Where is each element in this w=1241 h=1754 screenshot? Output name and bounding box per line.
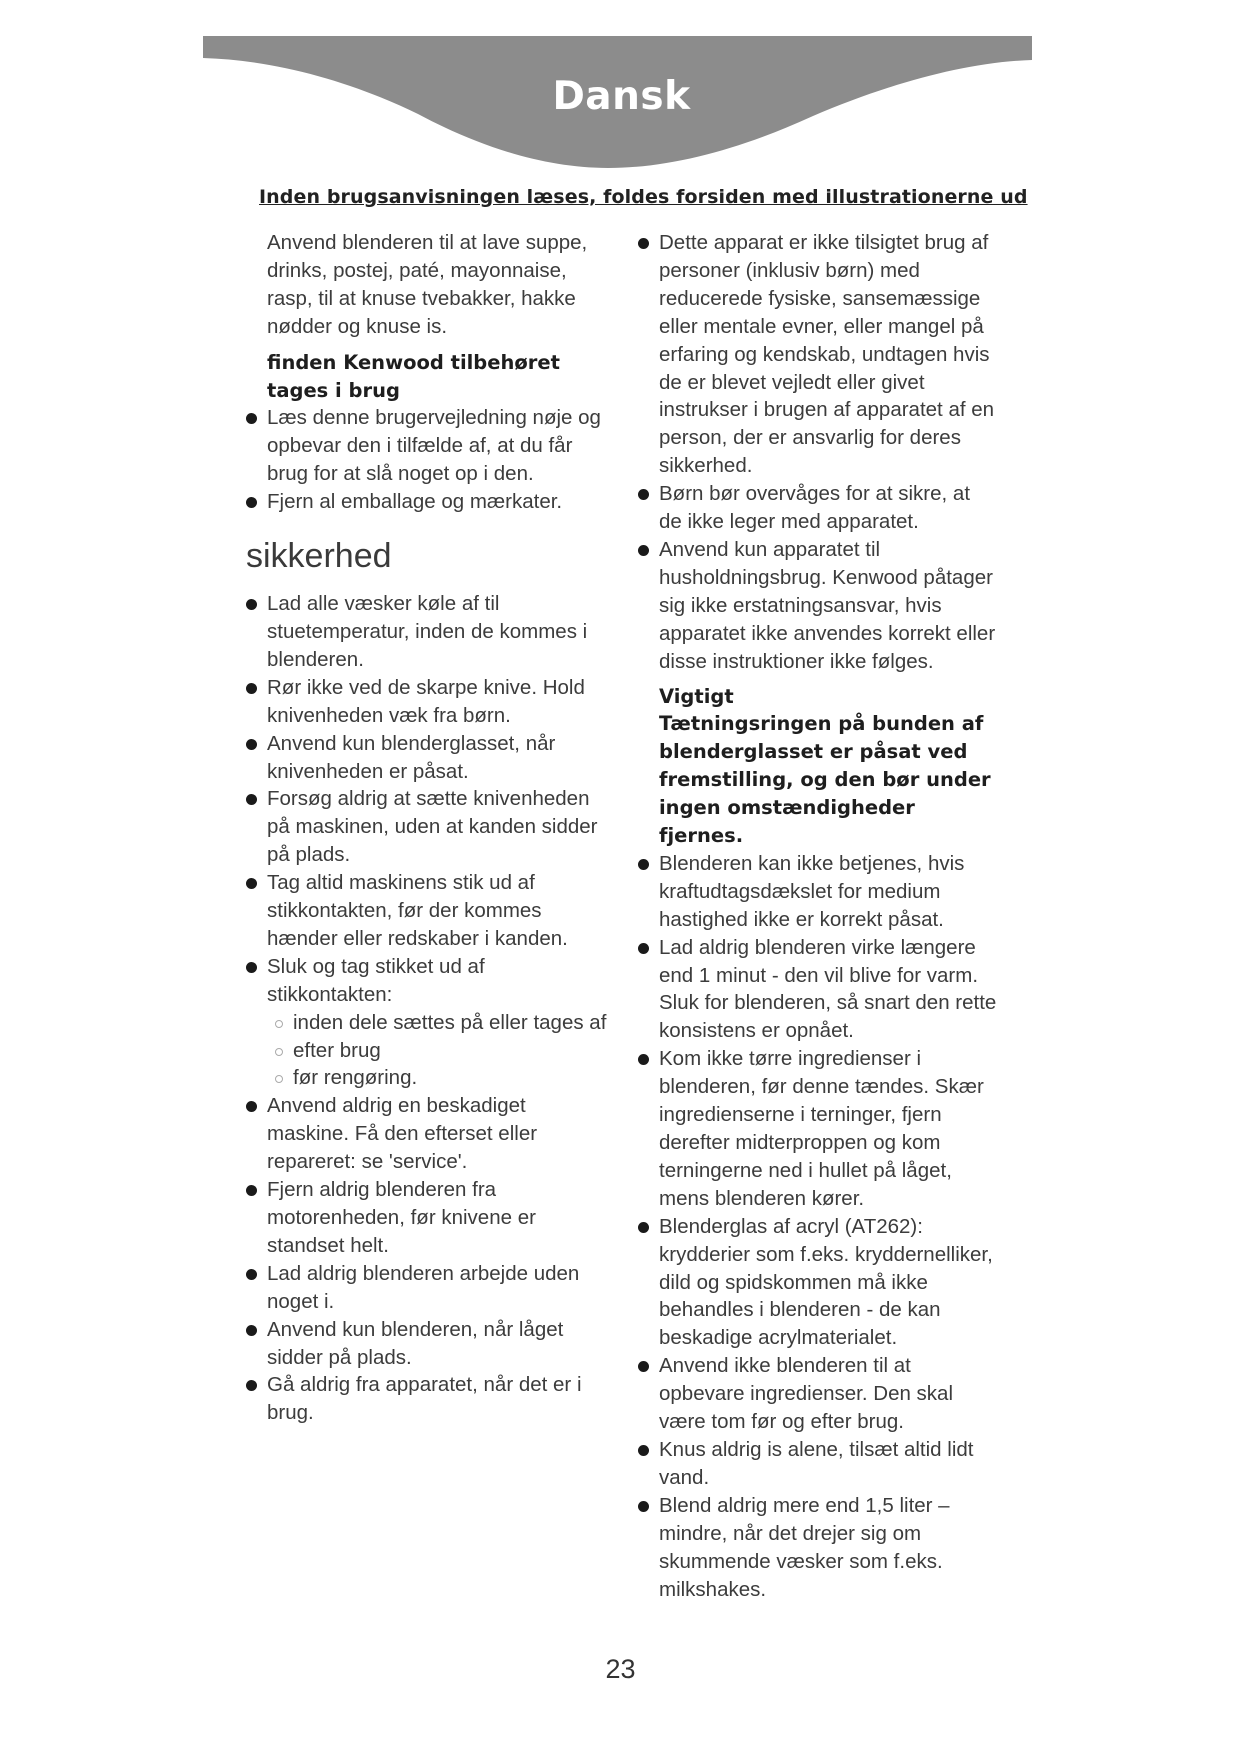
- sub-list-item: [267, 1064, 626, 1092]
- text-line: ingredienserne i terninger, fjern: [659, 1103, 942, 1127]
- list-item: [246, 953, 626, 1093]
- text-line: behandles i blenderen - de kan: [659, 1298, 941, 1322]
- text-line: sikkerhed.: [659, 454, 753, 478]
- before-use-heading: [246, 349, 626, 405]
- text-line: knivenheden væk fra børn.: [267, 703, 511, 727]
- list-item: [246, 1371, 626, 1427]
- text-line: knivenheden er påsat.: [267, 759, 469, 783]
- text-line: standset helt.: [267, 1233, 389, 1257]
- page-number: 23: [605, 1654, 636, 1684]
- text-line: blenderen, før denne tændes. Skær: [659, 1075, 984, 1099]
- text-line: reducerede fysiske, sansemæssige: [659, 286, 981, 310]
- sub-item-text: efter brug: [293, 1038, 381, 1062]
- text-line: skummende væsker som f.eks.: [659, 1549, 943, 1573]
- text-line: på maskinen, uden at kanden sidder: [267, 815, 598, 839]
- list-item: [638, 536, 1018, 676]
- text-line: apparatet ikke anvendes korrekt eller: [659, 621, 996, 645]
- text-line: brug.: [267, 1401, 314, 1425]
- list-item: [638, 1352, 1018, 1436]
- text-line: de ikke leger med apparatet.: [659, 510, 919, 534]
- circle-bullet-icon: [275, 1020, 283, 1028]
- text-line: Dette apparat er ikke tilsigtet brug af: [659, 231, 989, 254]
- text-line: opbevare ingredienser. Den skal: [659, 1382, 954, 1406]
- text-line: Blenderglas af acryl (AT262):: [659, 1214, 923, 1238]
- text-line: Anvend aldrig en beskadiget: [267, 1094, 526, 1118]
- text-line: Anvend kun blenderen, når låget: [267, 1317, 564, 1341]
- text-line: krydderier som f.eks. kryddernelliker,: [659, 1242, 993, 1266]
- text-line: stuetemperatur, inden de kommes i: [267, 619, 588, 643]
- text-line: Anvend ikke blenderen til at: [659, 1354, 911, 1378]
- heading-line: Tætningsringen på bunden af: [659, 712, 984, 736]
- text-line: Tag altid maskinens stik ud af: [267, 871, 535, 895]
- right-column: [638, 229, 1018, 1603]
- list-item: [246, 1316, 626, 1372]
- list-item: [638, 934, 1018, 1046]
- list-item: [638, 850, 1018, 934]
- text-line: Knus aldrig is alene, tilsæt altid lidt: [659, 1437, 974, 1461]
- text-line: Læs denne brugervejledning nøje og: [267, 406, 601, 430]
- text-line: vand.: [659, 1465, 710, 1489]
- circle-bullet-icon: [275, 1048, 283, 1056]
- sub-list-item: [267, 1037, 626, 1065]
- list-item: [638, 1436, 1018, 1492]
- text-line: erfaring og kendskab, undtagen hvis: [659, 342, 990, 366]
- heading-line: tages i brug: [267, 378, 400, 402]
- text-line: Børn bør overvåges for at sikre, at: [659, 482, 971, 506]
- text-line: stikkontakten, før der kommes: [267, 899, 542, 923]
- list-item: [246, 1176, 626, 1260]
- text-line: milkshakes.: [659, 1577, 767, 1601]
- text-line: kraftudtagsdækslet for medium: [659, 879, 941, 903]
- list-item: [246, 404, 626, 488]
- text-line: eller mentale evner, eller mangel på: [659, 314, 984, 338]
- text-line: opbevar den i tilfælde af, at du får: [267, 434, 573, 458]
- list-item: [638, 229, 1018, 480]
- list-item: [246, 590, 626, 674]
- list-item: [246, 488, 626, 516]
- important-heading: [638, 683, 1018, 850]
- text-line: husholdningsbrug. Kenwood påtager: [659, 565, 993, 589]
- text-line: brug for at slå noget op i den.: [267, 462, 534, 486]
- text-line: Lad aldrig blenderen arbejde uden: [267, 1261, 580, 1285]
- heading-line: Vigtigt: [659, 684, 734, 708]
- list-item: [246, 1092, 626, 1176]
- list-item: [246, 674, 626, 730]
- text-line: hastighed ikke er korrekt påsat.: [659, 907, 944, 931]
- text-line: Kom ikke tørre ingredienser i: [659, 1047, 922, 1071]
- text-line: end 1 minut - den vil blive for varm.: [659, 963, 979, 987]
- fold-out-instruction: Inden brugsanvisningen læses, foldes forsiden med illustrationerne ud: [259, 186, 1028, 208]
- text-line: Sluk og tag stikket ud af: [267, 954, 485, 978]
- text-line: terningerne ned i hullet på låget,: [659, 1158, 952, 1182]
- text-line: motorenheden, før knivene er: [267, 1206, 536, 1229]
- list-item: [638, 480, 1018, 536]
- text-line: blenderen.: [267, 647, 364, 671]
- left-column: [246, 229, 626, 1427]
- text-line: Anvend kun blenderglasset, når: [267, 731, 556, 755]
- text-line: nødder og knuse is.: [267, 314, 448, 338]
- text-line: Fjern aldrig blenderen fra: [267, 1178, 497, 1202]
- text-line: Rør ikke ved de skarpe knive. Hold: [267, 675, 585, 699]
- heading-line: finden Kenwood tilbehøret: [267, 350, 560, 374]
- text-line: beskadige acrylmaterialet.: [659, 1326, 898, 1350]
- text-line: Forsøg aldrig at sætte knivenheden: [267, 787, 590, 811]
- heading-line: ingen omstændigheder: [659, 796, 915, 820]
- text-line: rasp, til at knuse tvebakker, hakke: [267, 286, 576, 310]
- text-line: Gå aldrig fra apparatet, når det er i: [267, 1373, 582, 1397]
- heading-line: fjernes.: [659, 824, 744, 848]
- list-item: [246, 730, 626, 786]
- text-line: sig ikke erstatningsansvar, hvis: [659, 593, 942, 617]
- intro-paragraph: [246, 229, 626, 341]
- text-line: hænder eller redskaber i kanden.: [267, 926, 568, 950]
- list-item: [638, 1213, 1018, 1353]
- text-line: mindre, når det drejer sig om: [659, 1521, 922, 1545]
- text-line: Sluk for blenderen, så snart den rette: [659, 991, 997, 1015]
- sub-list: [267, 1009, 626, 1093]
- list-item: [638, 1492, 1018, 1604]
- sub-list-item: [267, 1009, 626, 1037]
- text-line: person, der er ansvarlig for deres: [659, 426, 961, 450]
- text-line: Lad alle væsker køle af til: [267, 592, 500, 616]
- text-line: Anvend blenderen til at lave suppe,: [267, 231, 588, 254]
- list-item: [638, 1045, 1018, 1212]
- language-title: Dansk: [552, 74, 691, 119]
- heading-line: blenderglasset er påsat ved: [659, 740, 968, 764]
- list-item: [246, 785, 626, 869]
- circle-bullet-icon: [275, 1075, 283, 1083]
- text-line: derefter midterproppen og kom: [659, 1131, 941, 1154]
- safety-section-title: sikkerhed: [246, 537, 392, 576]
- text-line: de er blevet vejledt eller givet: [659, 370, 925, 394]
- text-line: konsistens er opnået.: [659, 1019, 854, 1043]
- sub-item-text: inden dele sættes på eller tages af: [293, 1010, 607, 1034]
- text-line: Blend aldrig mere end 1,5 liter –: [659, 1493, 950, 1517]
- text-line: dild og spidskommen må ikke: [659, 1270, 928, 1294]
- text-line: repareret: se 'service'.: [267, 1150, 468, 1174]
- text-line: Fjern al emballage og mærkater.: [267, 490, 563, 514]
- text-line: drinks, postej, paté, mayonnaise,: [267, 258, 567, 282]
- text-line: instrukser i brugen af apparatet af en: [659, 398, 995, 422]
- list-item: [246, 1260, 626, 1316]
- text-line: sidder på plads.: [267, 1345, 412, 1369]
- text-line: disse instruktioner ikke følges.: [659, 649, 934, 673]
- safety-list: [246, 590, 626, 1427]
- text-line: Anvend kun apparatet til: [659, 537, 881, 561]
- text-line: være tom før og efter brug.: [659, 1410, 904, 1434]
- text-line: Lad aldrig blenderen virke længere: [659, 935, 976, 959]
- heading-line: fremstilling, og den bør under: [659, 768, 991, 792]
- important-list: [638, 850, 1018, 1603]
- text-line: stikkontakten:: [267, 982, 393, 1006]
- list-item: [246, 869, 626, 953]
- text-line: mens blenderen kører.: [659, 1186, 865, 1210]
- text-line: noget i.: [267, 1289, 335, 1313]
- text-line: maskine. Få den efterset eller: [267, 1122, 538, 1146]
- text-line: Blenderen kan ikke betjenes, hvis: [659, 851, 965, 875]
- header-banner: [203, 36, 1032, 170]
- text-line: på plads.: [267, 843, 351, 867]
- safety-list-continued: [638, 229, 1018, 676]
- before-use-list: [246, 404, 626, 516]
- text-line: personer (inklusiv børn) med: [659, 258, 920, 282]
- sub-item-text: før rengøring.: [293, 1066, 418, 1090]
